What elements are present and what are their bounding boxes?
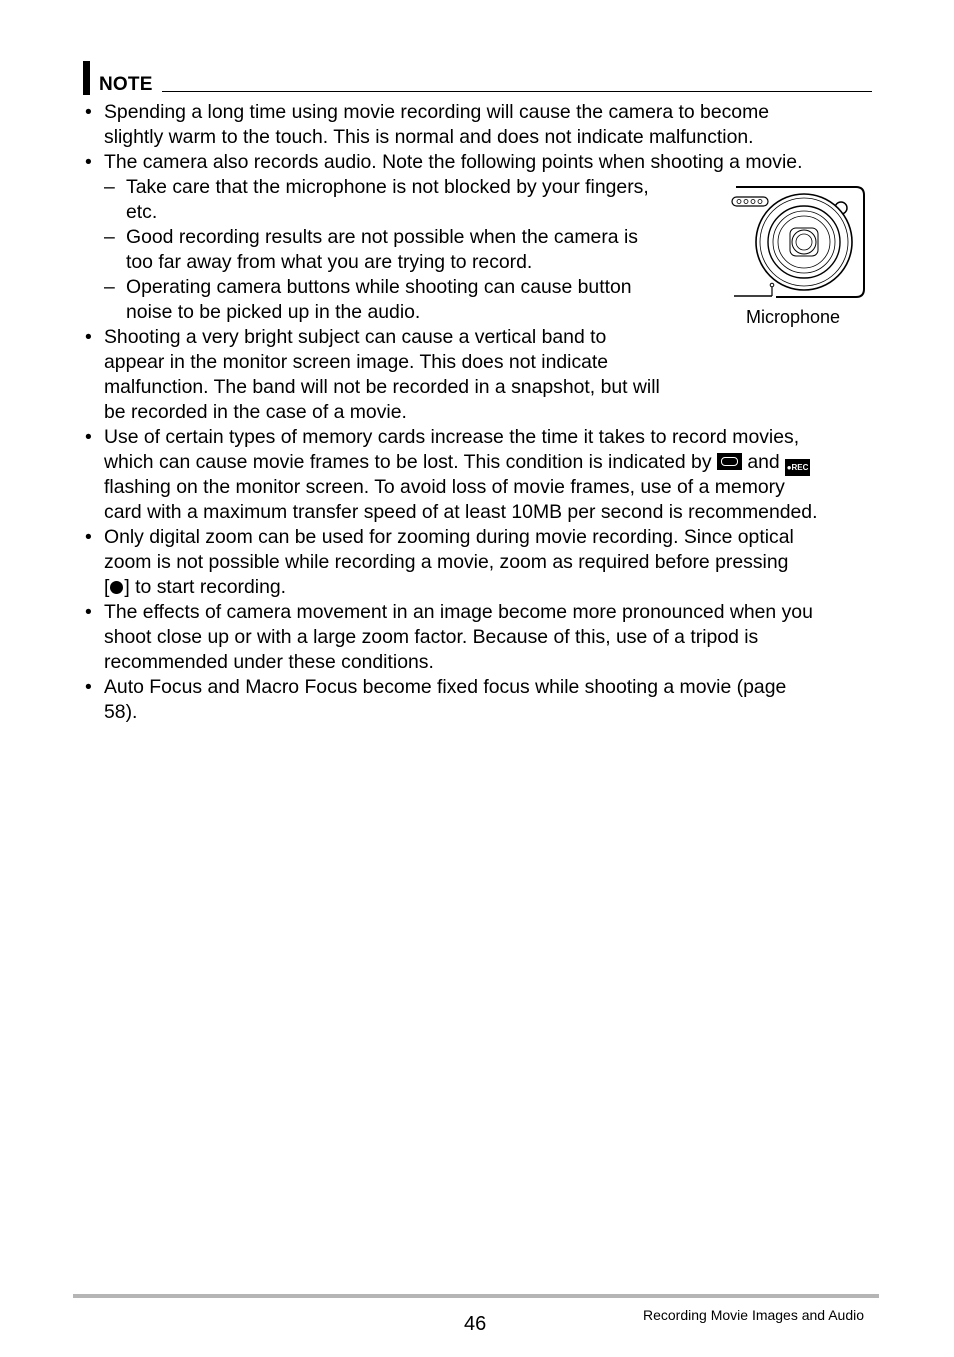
bullet-4-line-2-text: which can cause movie frames to be lost. This condition is indicated by — [104, 451, 712, 473]
note-rule — [162, 91, 872, 92]
microphone-caption: Microphone — [746, 307, 841, 327]
dash-marker: – — [104, 276, 115, 298]
bullet-marker: • — [85, 151, 92, 173]
note-marker-bar — [83, 61, 90, 95]
bullet-6-line-3: recommended under these conditions. — [104, 651, 434, 673]
note-title: NOTE — [99, 74, 153, 95]
bullet-3-line-4: be recorded in the case of a movie. — [104, 401, 407, 423]
bullet-7-line-1: Auto Focus and Macro Focus become fixed focus while shooting a movie (page — [104, 676, 787, 698]
bullet-3-line-3: malfunction. The band will not be recorded in a snapshot, but will — [104, 376, 660, 398]
bullet-1-line-2: slightly warm to the touch. This is normal and does not indicate malfunction. — [104, 126, 754, 148]
bullet-5-line-1: Only digital zoom can be used for zooming during movie recording. Since optical — [104, 526, 794, 548]
page-number: 46 — [464, 1313, 487, 1335]
bullet-4-line-1: Use of certain types of memory cards increase the time it takes to record movies, — [104, 426, 800, 448]
bullet-marker: • — [85, 426, 92, 448]
bullet-marker: • — [85, 526, 92, 548]
and-text: and — [747, 451, 780, 473]
bullet-6-line-2: shoot close up or with a large zoom factor. Because of this, use of a tripod is — [104, 626, 759, 648]
bullet-4-line-4: card with a maximum transfer speed of at least 10MB per second is recommended. — [104, 501, 818, 523]
dash-marker: – — [104, 176, 115, 198]
sub-3-line-2: noise to be picked up in the audio. — [126, 301, 421, 323]
bullet-marker: • — [85, 101, 92, 123]
bullet-7-line-2: 58). — [104, 701, 138, 723]
bullet-2-line-1: The camera also records audio. Note the following points when shooting a movie. — [104, 151, 803, 173]
footer-rule — [73, 1294, 879, 1298]
bullet-3-line-1: Shooting a very bright subject can cause a vertical band to — [104, 326, 607, 348]
bullet-3-line-2: appear in the monitor screen image. This does not indicate — [104, 351, 609, 373]
film-warning-icon — [717, 453, 742, 470]
bullet-marker: • — [85, 326, 92, 348]
sub-1-line-2: etc. — [126, 201, 158, 223]
sub-2-line-1: Good recording results are not possible when the camera is — [126, 226, 638, 248]
bullet-marker: • — [85, 676, 92, 698]
bullet-4-line-2 — [104, 450, 810, 476]
bullet-1-line-1: Spending a long time using movie recording will cause the camera to become — [104, 101, 770, 123]
bracket-open: [ — [104, 576, 110, 598]
bullet-6-line-1: The effects of camera movement in an image become more pronounced when you — [104, 601, 813, 623]
dash-marker: – — [104, 226, 115, 248]
shutter-button-icon — [110, 581, 123, 594]
bullet-5-line-3 — [104, 575, 286, 600]
bullet-5-line-2: zoom is not possible while recording a movie, zoom as required before pressing — [104, 551, 789, 573]
bullet-marker: • — [85, 601, 92, 623]
sub-2-line-2: too far away from what you are trying to record. — [126, 251, 533, 273]
sub-3-line-1: Operating camera buttons while shooting can cause button — [126, 276, 632, 298]
camera-front-icon — [728, 184, 868, 299]
sub-1-line-1: Take care that the microphone is not blocked by your fingers, — [126, 176, 649, 198]
footer-section-title: Recording Movie Images and Audio — [643, 1307, 865, 1323]
rec-icon: ●REC — [785, 459, 810, 476]
bullet-4-line-3: flashing on the monitor screen. To avoid loss of movie frames, use of a memory — [104, 476, 785, 498]
bullet-5-line-3-text: ] to start recording. — [124, 576, 287, 598]
